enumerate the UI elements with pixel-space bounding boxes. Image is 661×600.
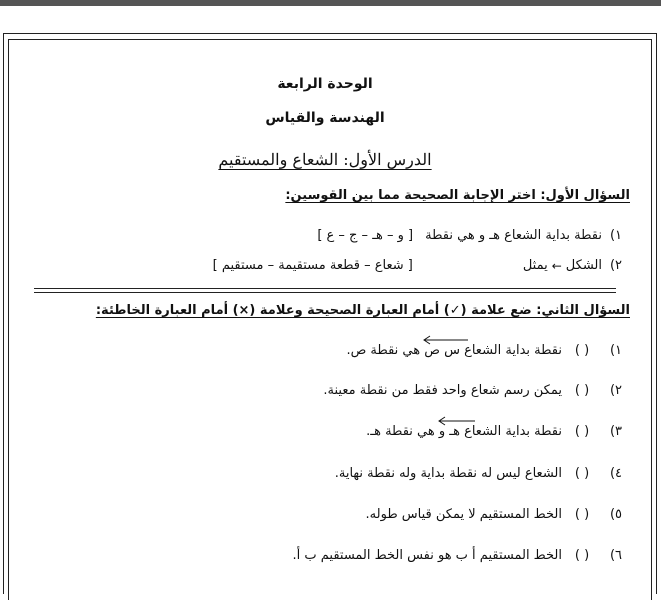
ray-symbol: س ص bbox=[424, 343, 460, 358]
question1-title: السؤال الأول: اختر الإجابة الصحيحة مما بين القوسين: bbox=[285, 188, 630, 203]
worksheet bbox=[20, 0, 630, 576]
section-divider-bottom bbox=[34, 292, 616, 293]
arrow-icon: ← bbox=[551, 258, 562, 273]
answer-box[interactable]: ( ) bbox=[574, 466, 590, 481]
answer-box[interactable]: ( ) bbox=[574, 548, 590, 563]
ray-symbol: هـ و bbox=[439, 424, 460, 439]
ray-arrow-icon bbox=[422, 335, 472, 345]
q1-item-2-options: [ شعاع – قطعة مستقيمة – مستقيم ] bbox=[212, 258, 413, 273]
answer-box[interactable]: ( ) bbox=[574, 424, 590, 439]
ray-arrow-icon bbox=[437, 416, 479, 426]
answer-box[interactable]: ( ) bbox=[574, 383, 590, 398]
q2-item-1: ١) ( ) نقطة بداية الشعاع س ص هي نقطة ص. bbox=[346, 343, 630, 358]
q2-item-4: ٤) ( ) الشعاع ليس له نقطة بداية وله نقطة نهاية. bbox=[334, 466, 623, 481]
answer-box[interactable]: ( ) bbox=[574, 507, 590, 522]
q2-item-5: ٥) ( ) الخط المستقيم لا يمكن قياس طوله. bbox=[365, 507, 623, 522]
lesson-title: الدرس الأول: الشعاع والمستقيم bbox=[218, 150, 432, 169]
answer-box[interactable]: ( ) bbox=[574, 343, 590, 358]
q2-item-2: ٢) ( ) يمكن رسم شعاع واحد فقط من نقطة معينة. bbox=[323, 383, 623, 398]
question2-title: السؤال الثاني: ضع علامة (✓) أمام العبارة الصحيحة وعلامة (×) أمام العبارة الخاطئة: bbox=[95, 303, 630, 318]
q1-item-1-options: [ و – هـ – ج – ع ] bbox=[317, 228, 414, 243]
q2-item-3: ٣) ( ) نقطة بداية الشعاع هـ و هي نقطة هـ. bbox=[366, 424, 630, 439]
q2-item-6: ٦) ( ) الخط المستقيم أ ب هو نفس الخط المستقيم ب أ. bbox=[292, 548, 623, 563]
q1-item-2: ٢) الشكل ← يمثل [ شعاع – قطعة مستقيمة – مستقيم ] bbox=[212, 258, 623, 273]
subject-title: الهندسة والقياس bbox=[265, 110, 385, 126]
unit-title: الوحدة الرابعة bbox=[277, 76, 373, 92]
section-divider-top bbox=[34, 288, 616, 289]
q1-item-1: ١) نقطة بداية الشعاع هـ و هي نقطة [ و – هـ – ج – ع ] bbox=[317, 228, 623, 243]
